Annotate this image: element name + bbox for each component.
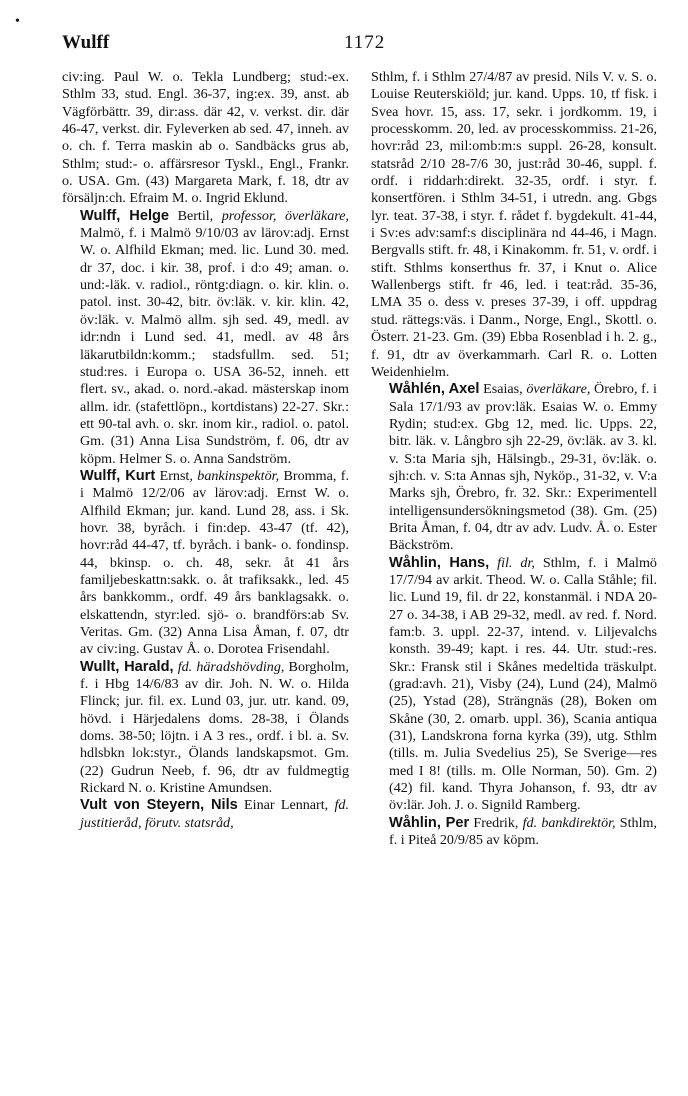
running-head: Wulff xyxy=(62,32,110,53)
page-number: 1172 xyxy=(344,32,386,53)
entry-given-names: Esaias, xyxy=(483,381,523,398)
entry-body: Sthlm, f. i Piteå 20/9/85 av köpm. xyxy=(389,814,657,849)
entry-wahlin-hans xyxy=(371,555,657,815)
entry-given-names: Fredrik, xyxy=(473,814,519,831)
entry-body: Borgholm, f. i Hbg 14/6/83 av dir. Joh. N. W. o. Hilda Flinck; jur. fil. ex. Lund 03, jur. utr. kand. 09, hövd. i Härjedalens doms. 28-38, i Ölands doms. 38-50; löjtn. i A 3 res., ordf. i bl. a. Sv. hdlsbkn lok:styr., Ölands landskapsmot. Gm. (22) Gudrun Neeb, f. 96, dtr av fuldmegtig Rickard N. o. Kristine Amundsen. xyxy=(80,658,349,797)
entry-body: civ:ing. Paul W. o. Tekla Lundberg; stud:-ex. Sthlm 33, stud. Engl. 36-37, ing:ex. 39, anst. ab Vägförbättr. 39, dir:ass. där 42, v. verkst. dir. där 46-47, verkst. dir. Fyleverken ab sed. 47, inneh. av o. ch. f. Terra maskin ab o. Sandbäcks grus ab, Sthlm; stud:- o. affärsresor Tyskl., Engl., Frankr. o. USA. Gm. (43) Margareta Mark, f. 18, dtr av försäljn:ch. Efraim M. o. Ingrid Eklund. xyxy=(62,69,349,207)
entry-wulff-helge xyxy=(62,208,349,468)
entry-name: Wåhlin, Hans, xyxy=(389,554,490,571)
entry-title: fd. justitieråd, förutv. statsråd, xyxy=(80,797,349,831)
entry-wullt-harald xyxy=(62,659,349,798)
entry-title: överläkare, xyxy=(526,381,591,398)
entry-vult-von-steyern-nils xyxy=(62,797,349,832)
entry-name: Wullt, Harald, xyxy=(80,658,174,675)
entry-name: Wåhlén, Axel xyxy=(389,381,480,398)
entry-body: Bromma, f. i Malmö 12/2/06 av lärov:adj. Ernst W. o. Alfhild Ekman; jur. kand. Lund 28, ass. i Sk. hovr. 38, byråch. i fin:dep. 43-47 (tf. 42), hovr:råd 44-47, tf. byråch. i bank- o. fondinsp. 44, bkinsp. o. ch. 48, sekr. åt 41 års familjebeskattn:sakk. o. åt trafiksakk., led. 45 års bankkomm., ordf. 49 års banklagsakk. o. elskattendn, styr:led. sjö- o. brandförs:ab Sv. Veritas. Gm. (32) Anna Lisa Åman, f. 07, dtr av civ:ing. Gustav Å. o. Dorotea Frisendahl. xyxy=(80,467,349,658)
entry-name: Wulff, Helge xyxy=(80,207,170,224)
entry-name: Wulff, Kurt xyxy=(80,467,156,484)
entry-given-names: Bertil, xyxy=(177,207,214,224)
entry-title: professor, överläkare, xyxy=(221,207,349,224)
entry-wahlin-per xyxy=(371,815,657,850)
entry-given-names: Einar Lennart, xyxy=(244,797,329,814)
entry-body: Sthlm, f. i Malmö 17/7/94 av arkit. Theod. W. o. Calla Ståhle; fil. lic. Lund 19, fil. dr 22, konstanmäl. i NDA 20-27 o. 34-38, i AB 29-32, medl. av red. f. Nord. fam:b. 3. uppl. 22-37, intend. v. Liljevalchs konsth. 39-49; kapt. i res. 44. Utr. stud:-res. Skr.: Fransk stil i Skånes medeltida träskulpt. (grad:avh. 21), Visby (24), Lund (24), Malmö (25), Ystad (28), Strängnäs (28), Boken om Skåne (30, 2. omarb. uppl. 36), Scania antiqua (31), Landskrona forna kyrka (39), utg. Sthlm (tills. m. Julia Svedelius 25), Se Sverige—res med I 8! (tills. m. Olle Norman, 50). Gm. 2) (42) fil. kand. Thyra Johanson, f. 93, dtr av öv:lär. Joh. J. o. Signild Ramberg. xyxy=(389,554,657,814)
entry-body: Örebro, f. i Sala 17/1/93 av prov:läk. Esaias W. o. Emmy Rydin; stud:ex. Gbg 12, med. lic. Upps. 22, bitr. läk. v. Långbro sjh 22-29, öv:läk. av 3. kl. v. S:ta Maria sjh, Hälsingb., 29-31, öv:läk. o. sjh:ch. v. S:ta Annas sjh, Nyköp., 31-32, v. V:a Marks sjh, Örebro, fr. 32. Skr.: Experimentell intelligensundersökningsmetod (38). Gm. (25) Brita Åman, f. 04, dtr av adv. Ludv. Å. o. Ester Bäckström. xyxy=(389,381,657,554)
entry-wulff-kurt xyxy=(62,468,349,659)
entry-wahlen-axel xyxy=(371,381,657,554)
entry-name: Wåhlin, Per xyxy=(389,814,470,831)
entry-given-names: Ernst, xyxy=(159,467,193,484)
entry-continuation xyxy=(371,69,657,381)
entry-title: fd. bankdirektör, xyxy=(522,814,616,831)
entry-title: fd. häradshövding, xyxy=(177,658,285,675)
entry-name: Vult von Steyern, Nils xyxy=(80,797,238,814)
entry-body: Sthlm, f. i Sthlm 27/4/87 av presid. Nils V. v. S. o. Louise Reuterskiöld; jur. kand. Upps. 10, tf fisk. i Svea hovr. 15, ass. 17, sekr. i jordkomm. 19, i processkomm. 20, led. av processkommiss. 21-26, hovr:råd 23, mil:omb:m:s suppl. 26-28, konsult. statsråd 2/10 28-7/6 30, just:råd 30-46, suppl. f. ordf. i riddarh:direkt. 32-35, ordf. i styr. f. konsertfören. i Sthlm 34-51, i utredn. ang. Gbgs lyr. teat. 37-38, i styr. f. rådet f. bygdekult. 41-44, i Sv:es adv:samf:s disciplinära nd 44-46, i Magn. Bergvalls stift. fr. 48, i Kinakomm. fr. 51, v. ordf. i stift. Sthlms konserthus fr. 37, i Knut o. Alice Wallenbergs stift. fr 46, led. i teat:råd. 35-36, LMA 35 o. dess v. preses 37-39, i off. uppdrag stud. rättegs:väs. i Danm., Norge, Engl., Skottl. o. Österr. 21-23. Gm. (39) Ebba Rosenblad i h. 2. g., f. 91, dtr av överkammarh. Carl R. o. Lotten Weidenhielm. xyxy=(371,69,657,380)
left-column xyxy=(62,69,349,832)
entry-title: fil. dr, xyxy=(497,554,535,571)
right-column xyxy=(371,69,657,849)
entry-body: Malmö, f. i Malmö 9/10/03 av lärov:adj. Ernst W. o. Alfhild Ekman; med. lic. Lund 30. med. dr 37, doc. i kir. 38, prof. i d:o 49; aman. o. und:-läk. v. radiol., röntg:diagn. o. kir. klin. o. patol. inst. 30-42, bitr. öv:läk. v. kir. klin. 42, öv:läk. v. Malmö allm. sjh sed. 49, medl. av idr:ndn i Lund sed. 41, medl. av 48 års läkarutbildn:komm.; stadsfullm. sed. 51; stud:res. i Europa o. USA 36-52, inneh. ett flert. sv., akad. o. nord.-akad. mästerskap inom allm. idr. (stafettlöpn., kortdistans) 22-27. Skr.: ett 90-tal avh. o. skr. inom kir., radiol. o. patol. Gm. (31) Anna Lisa Sundström, f. 06, dtr av köpm. Helmer S. o. Anna Sandström. xyxy=(80,225,349,467)
page-marker-dot: • xyxy=(15,14,20,29)
entry-continuation xyxy=(62,69,349,208)
page-header xyxy=(62,32,648,58)
entry-title: bankinspektör, xyxy=(197,467,280,484)
